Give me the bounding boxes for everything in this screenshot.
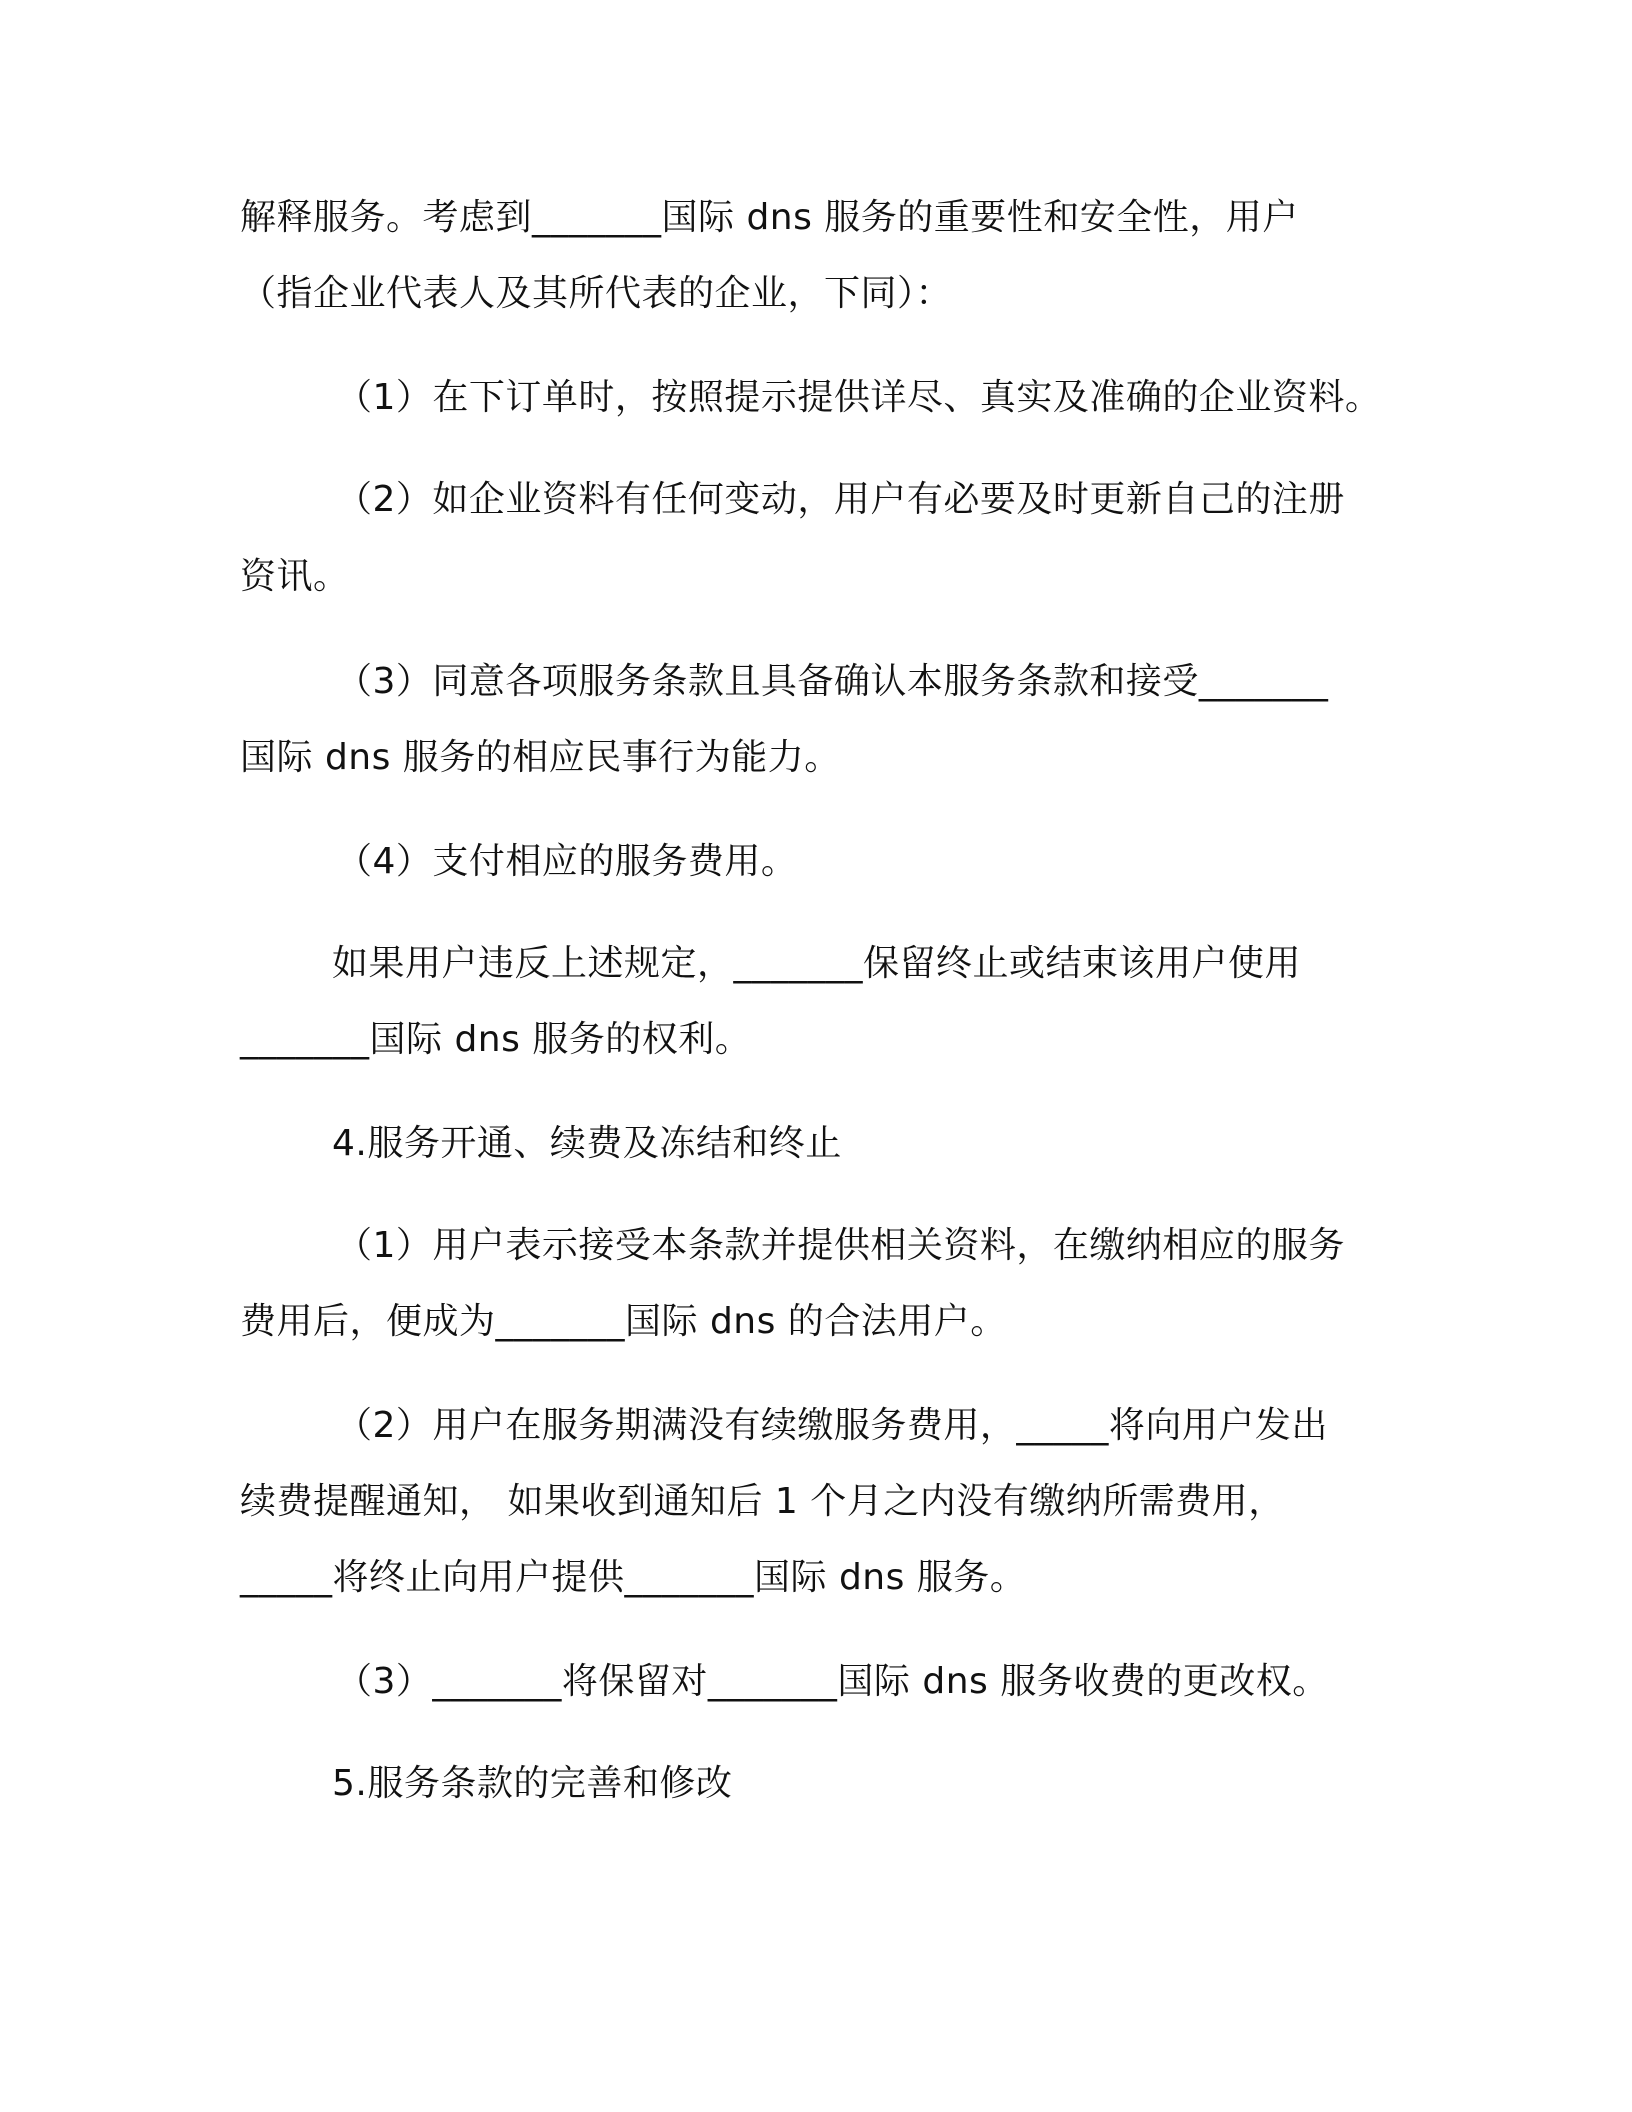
paragraph-line: （指企业代表人及其所代表的企业，下同）：	[240, 273, 953, 314]
list-item-1: （1）用户表示接受本条款并提供相关资料，在缴纳相应的服务	[336, 1225, 1345, 1266]
section-heading-5: 5.服务条款的完善和修改	[332, 1763, 733, 1804]
list-item-3: （3）同意各项服务条款且具备确认本服务条款和接受_______	[336, 661, 1329, 702]
list-item-1-cont: 费用后，便成为_______国际 dns 的合法用户。	[240, 1301, 1007, 1342]
section-heading-4: 4.服务开通、续费及冻结和终止	[332, 1123, 842, 1164]
list-item-3-cont: 国际 dns 服务的相应民事行为能力。	[240, 737, 841, 778]
list-item-2-cont: 资讯。	[240, 556, 350, 597]
list-item-3: （3）_______将保留对_______国际 dns 服务收费的更改权。	[336, 1661, 1329, 1702]
paragraph-line: 解释服务。考虑到_______国际 dns 服务的重要性和安全性，用户	[240, 197, 1299, 238]
list-item-2-cont: 续费提醒通知， 如果收到通知后 1 个月之内没有缴纳所需费用，	[240, 1481, 1285, 1522]
paragraph-line: 如果用户违反上述规定，_______保留终止或结束该用户使用	[332, 943, 1302, 984]
list-item-2-cont: _____将终止向用户提供_______国际 dns 服务。	[240, 1557, 1027, 1598]
list-item-1: （1）在下订单时，按照提示提供详尽、真实及准确的企业资料。	[336, 377, 1382, 418]
paragraph-line: _______国际 dns 服务的权利。	[240, 1019, 752, 1060]
list-item-4: （4）支付相应的服务费用。	[336, 841, 798, 882]
list-item-2: （2）用户在服务期满没有续缴服务费用，_____将向用户发出	[336, 1405, 1328, 1446]
list-item-2: （2）如企业资料有任何变动，用户有必要及时更新自己的注册	[336, 479, 1345, 520]
